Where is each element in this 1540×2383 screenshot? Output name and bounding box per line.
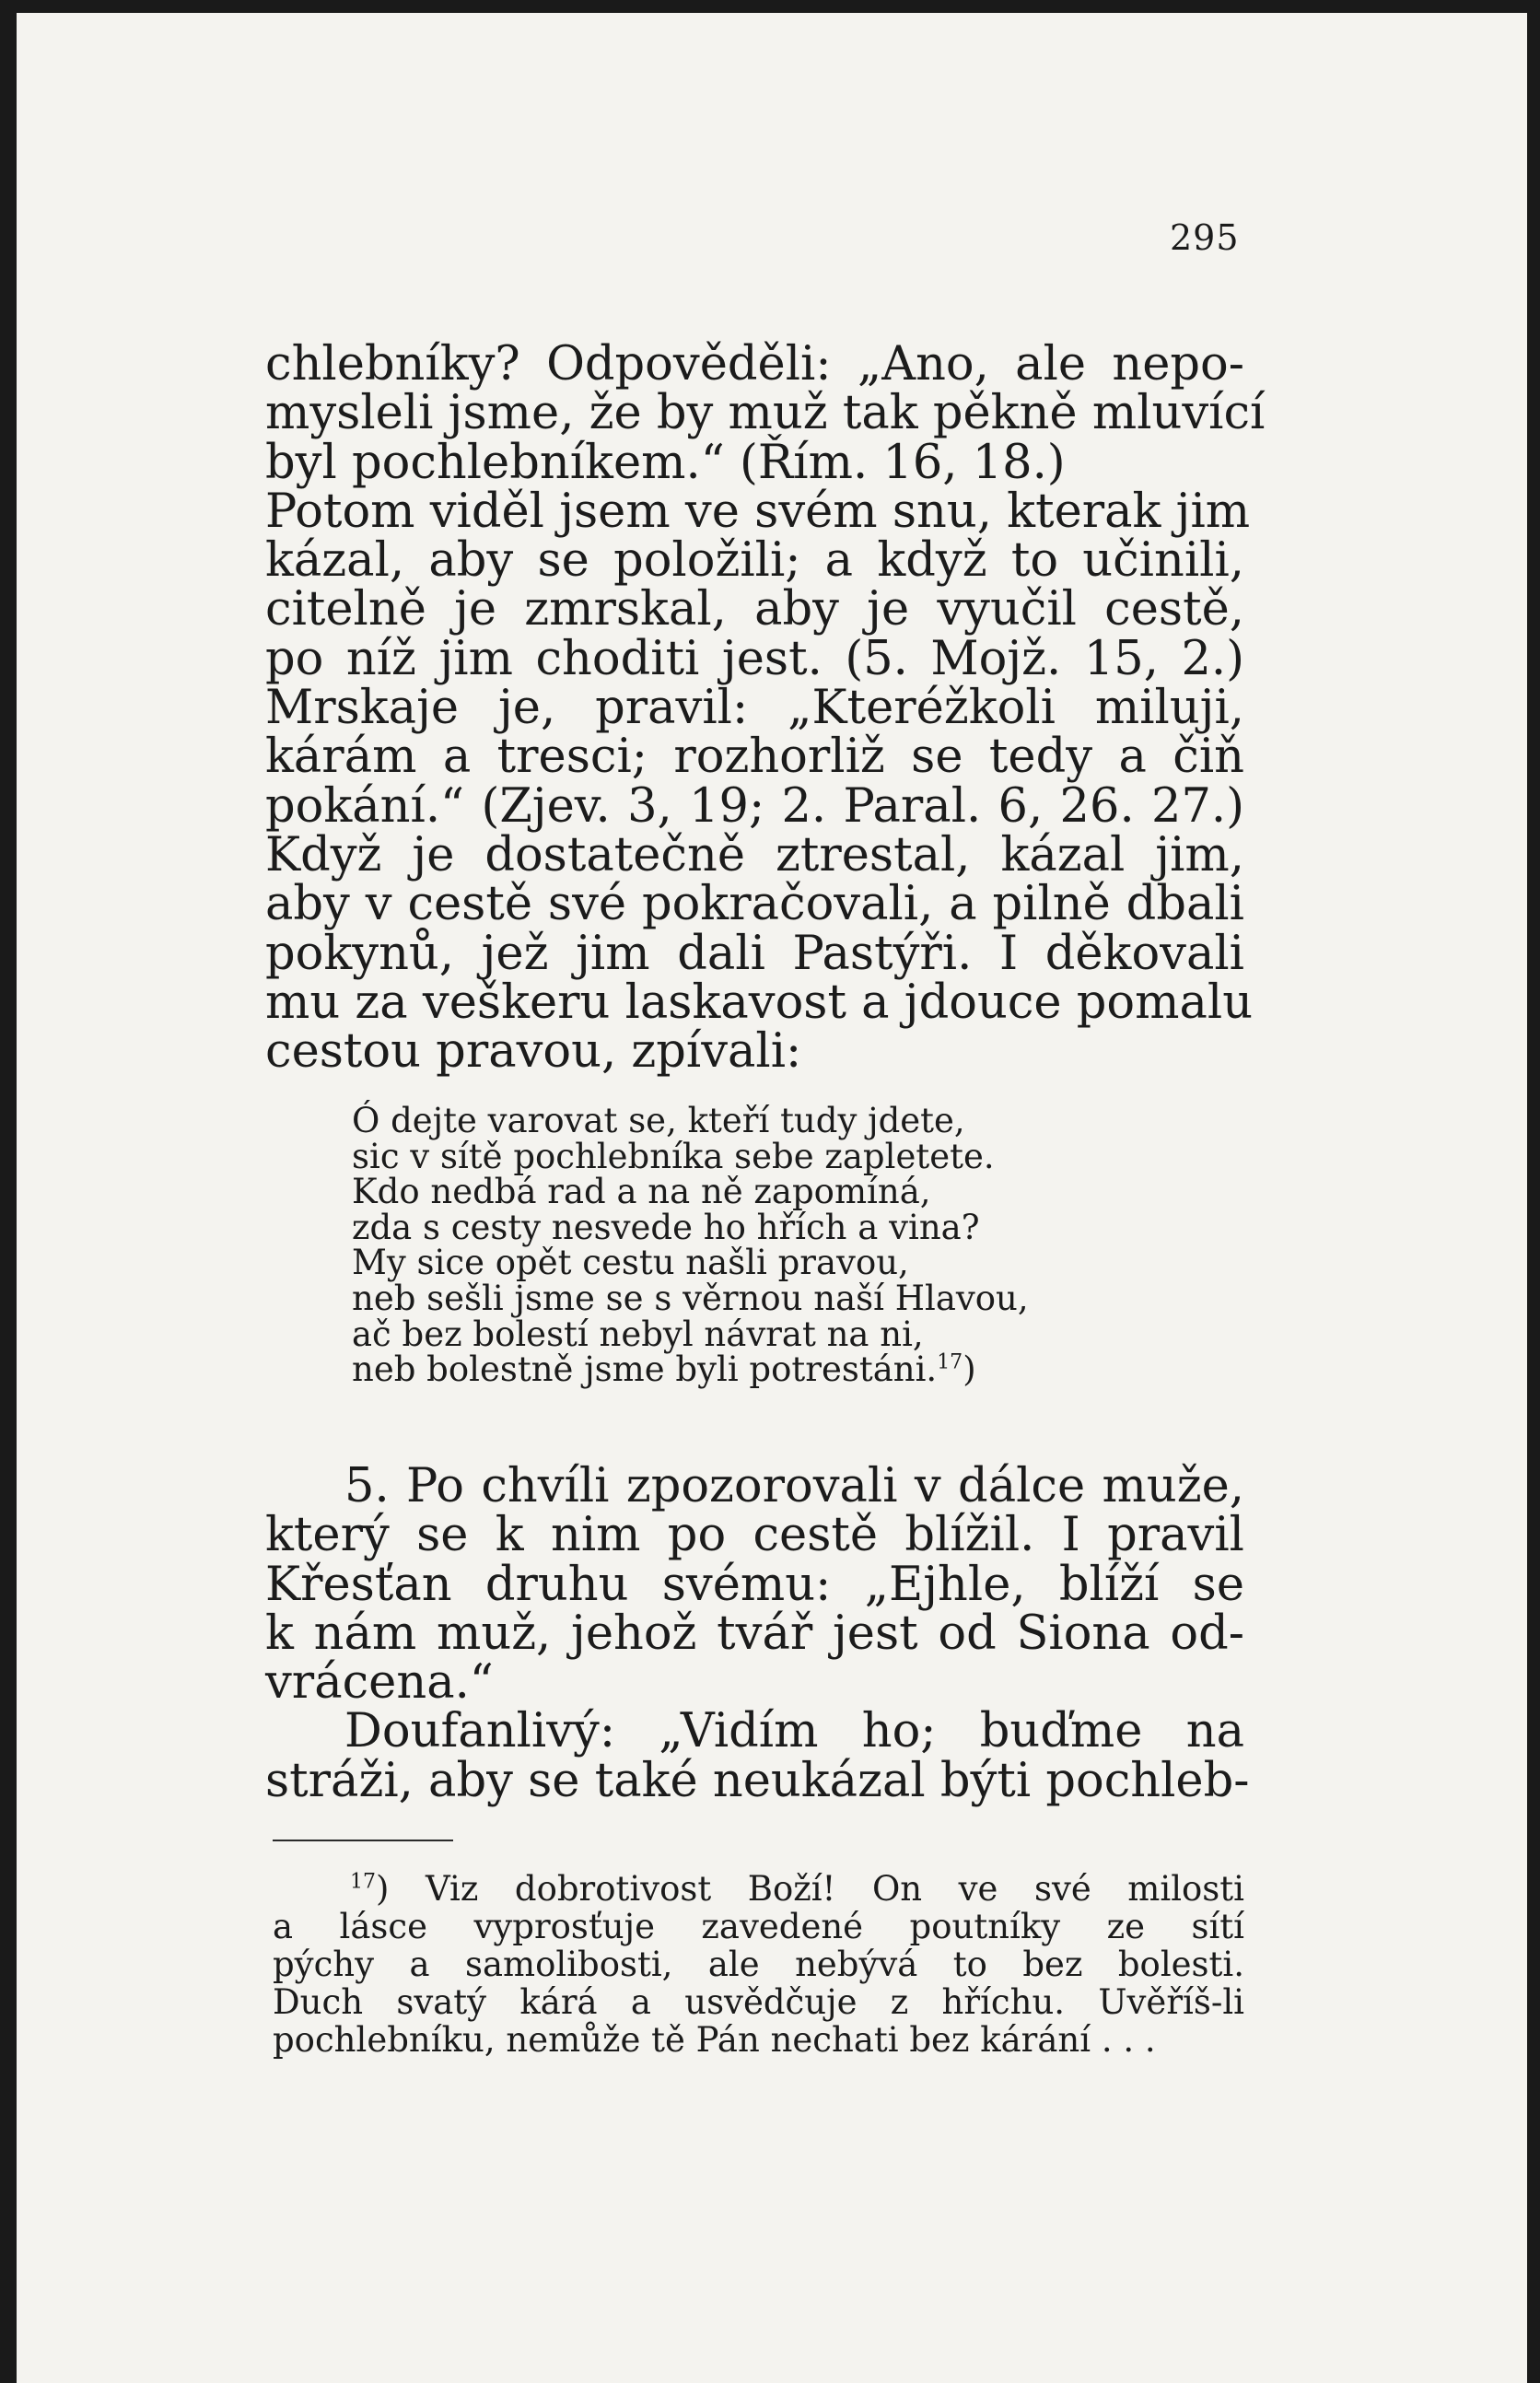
paragraph-b: [265, 1459, 1250, 1808]
text-line: stráži, aby se také neukázal býti pochleb-: [265, 1753, 1250, 1808]
text-line: vrácena.“: [265, 1655, 494, 1711]
footnote-number: 17: [350, 1870, 376, 1894]
poem-line: zda s cesty nesvede ho hřích a vina?: [352, 1207, 980, 1247]
footnote-line: a lásce vyprosťuje zavedené poutníky ze sítí: [273, 1907, 1244, 1946]
text-line: aby v cestě své pokračovali, a pilně dbali: [265, 877, 1244, 932]
poem: [352, 1101, 1181, 1390]
footnote-line: Duch svatý kárá a usvědčuje z hříchu. Uvěříš-li: [273, 1982, 1244, 2022]
text-line: chlebníky? Odpověděli: „Ano, ale nepo-: [265, 337, 1244, 391]
footnote-line: pýchy a samolibosti, ale nebývá to bez bolesti.: [273, 1945, 1244, 1984]
text-line: pokání.“ (Zjev. 3, 19; 2. Paral. 6, 26. 27.): [265, 778, 1244, 834]
text-line: 5. Po chvíli zpozorovali v dálce muže,: [344, 1459, 1244, 1513]
text-line: Doufanlivý: „Vidím ho; buďme na: [344, 1704, 1244, 1759]
text-line: Křesťan druhu svému: „Ejhle, blíží se: [265, 1557, 1244, 1612]
book-page: [17, 13, 1527, 2383]
text-line: cestou pravou, zpívali:: [265, 1024, 802, 1080]
footnote-line: [273, 1870, 1244, 1908]
footnote-reference-close: ): [962, 1349, 976, 1390]
footnote-divider: [273, 1840, 453, 1841]
text-line: k nám muž, jehož tvář jest od Siona od-: [265, 1606, 1244, 1661]
text-line: Potom viděl jsem ve svém snu, kterak jim: [265, 484, 1251, 539]
text-line: citelně je zmrskal, aby je vyučil cestě,: [265, 582, 1244, 637]
footnote-reference[interactable]: 17: [937, 1350, 963, 1374]
text-line: kárám a tresci; rozhorliž se tedy a čiň: [265, 730, 1244, 785]
text-line: po níž jim choditi jest. (5. Mojž. 15, 2.): [265, 631, 1244, 686]
footnote-line: pochlebníku, nemůže tě Pán nechati bez kárání . . .: [273, 2020, 1156, 2060]
page-number: 295: [1170, 217, 1240, 258]
text-line: Mrskaje je, pravil: „Kteréžkoli miluji,: [265, 681, 1244, 736]
poem-line: Kdo nedbá rad a na ně zapomíná,: [352, 1172, 931, 1212]
poem-line-text: neb bolestně jsme byli potrestáni.: [352, 1349, 938, 1390]
text-line: který se k nim po cestě blížil. I pravil: [265, 1508, 1244, 1563]
poem-line: ač bez bolestí nebyl návrat na ni,: [352, 1314, 924, 1354]
footnote-line-text: ) Viz dobrotivost Boží! On ve své milosti: [376, 1869, 1244, 1909]
poem-line-last: [352, 1349, 1181, 1390]
poem-line: My sice opět cestu našli pravou,: [352, 1243, 909, 1283]
text-line: mu za veškeru laskavost a jdouce pomalu: [265, 975, 1254, 1030]
poem-line: Ó dejte varovat se, kteří tudy jdete,: [352, 1101, 965, 1140]
text-line: pokynů, jež jim dali Pastýři. I děkovali: [265, 926, 1244, 981]
paragraph-a: [265, 337, 1266, 1080]
footnote: [273, 1870, 1244, 2059]
poem-line: sic v sítě pochlebníka sebe zapletete.: [352, 1136, 995, 1176]
text-line: Když je dostatečně ztrestal, kázal jim,: [265, 827, 1244, 882]
text-line: mysleli jsme, že by muž tak pěkně mluvící: [265, 386, 1266, 441]
text-line: kázal, aby se položili; a když to učinili,: [265, 533, 1244, 589]
text-line: byl pochlebníkem.“ (Řím. 16, 18.): [265, 435, 1066, 490]
poem-line: neb sešli jsme se s věrnou naší Hlavou,: [352, 1278, 1029, 1318]
